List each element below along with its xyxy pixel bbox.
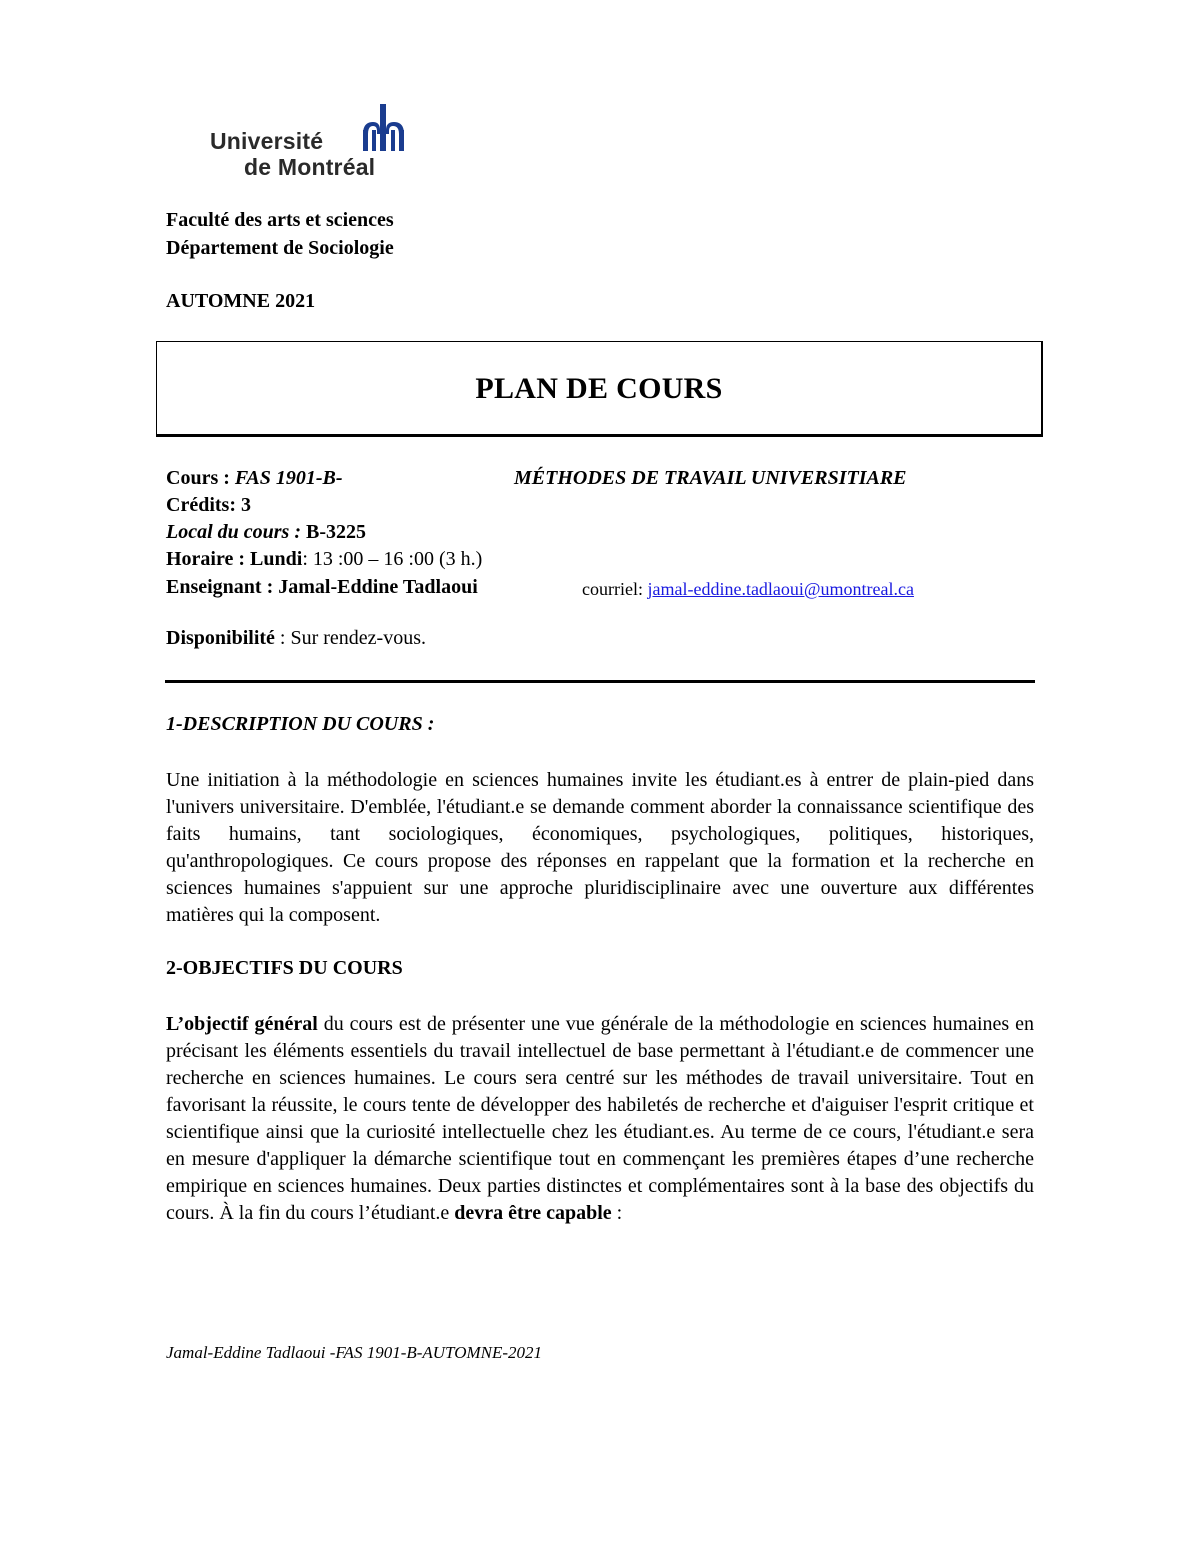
schedule-value: : 13 :00 – 16 :00 (3 h.): [302, 548, 483, 570]
page-title: PLAN DE COURS: [475, 372, 723, 405]
department-name: Département de Sociologie: [166, 237, 394, 259]
faculty-name: Faculté des arts et sciences: [166, 209, 394, 231]
section-divider: [165, 680, 1035, 683]
teacher: Enseignant : Jamal-Eddine Tadlaoui: [166, 576, 478, 598]
title-box: [156, 341, 1043, 437]
objectives-heading: 2-OBJECTIFS DU COURS: [166, 957, 403, 979]
description-text: Une initiation à la méthodologie en sciences humaines invite les étudiant.es à entrer de plain-pied dans l'univers universitaire. D'emblée, l'étudiant.e se demande comment aborder la connaissance scientifique des faits humains, tant sociologiques, économiques, psychologiques, politiques, historiques, qu'anthropologiques. Ce cours propose des réponses en rappelant que la formation et la recherche en sciences humaines s'appuient sur une approche pluridisciplinaire avec une ouverture aux différentes matières qui la composent.: [166, 769, 1034, 926]
email-link[interactable]: jamal-eddine.tadlaoui@umontreal.ca: [647, 579, 914, 599]
objectives-body: du cours est de présenter une vue générale de la méthodologie en sciences humaines en précisant les éléments essentiels du travail intellectuel de base permettant à l'étudiant.e de commencer une recherche en sciences humaines. Le cours sera centré sur les méthodes de travail universitaire. Tout en favorisant la réussite, le cours tente de développer des habiletés de recherche et d'aiguiser l'esprit critique et scientifique ainsi que la curiosité intellectuelle chez les étudiant.es. Au terme de ce cours, l'étudiant.e sera en mesure d'appliquer la démarche scientifique tout en commençant les premières étapes d’une recherche empirique en sciences humaines. Deux parties distinctes et complémentaires sont à la base des objectifs du cours. À la fin du cours l’étudiant.e: [166, 1013, 1035, 1224]
email-label: courriel:: [582, 579, 643, 599]
room-label: Local du cours :: [166, 521, 301, 543]
email-line: [582, 576, 914, 603]
university-emblem-icon: [361, 104, 407, 152]
term-label: AUTOMNE 2021: [166, 290, 316, 312]
availability-value: : Sur rendez-vous.: [279, 627, 426, 649]
course-label: Cours :: [166, 467, 230, 489]
logo-line-1: Université: [210, 128, 324, 154]
course-code: FAS 1901-B-: [234, 467, 343, 489]
logo-line-2: de Montréal: [244, 154, 376, 180]
objectives-tail: :: [611, 1202, 623, 1224]
availability-label: Disponibilité: [166, 627, 275, 649]
description-heading: 1-DESCRIPTION DU COURS :: [166, 713, 435, 735]
schedule-line: [166, 546, 482, 573]
schedule-label: Horaire : Lundi: [166, 548, 303, 570]
university-logo: [210, 104, 420, 182]
course-line: [166, 465, 343, 492]
page-footer: Jamal-Eddine Tadlaoui -FAS 1901-B-AUTOMNE-2021: [166, 1343, 543, 1362]
room-line: [166, 519, 366, 546]
room-value: B-3225: [306, 521, 366, 543]
objectives-text: [166, 1011, 1034, 1227]
objectives-capable: devra être capable: [454, 1202, 612, 1224]
credits: Crédits: 3: [166, 494, 251, 516]
course-name: MÉTHODES DE TRAVAIL UNIVERSITIARE: [514, 467, 907, 489]
objectives-lead: L’objectif général: [166, 1013, 318, 1035]
availability-line: [166, 625, 426, 652]
